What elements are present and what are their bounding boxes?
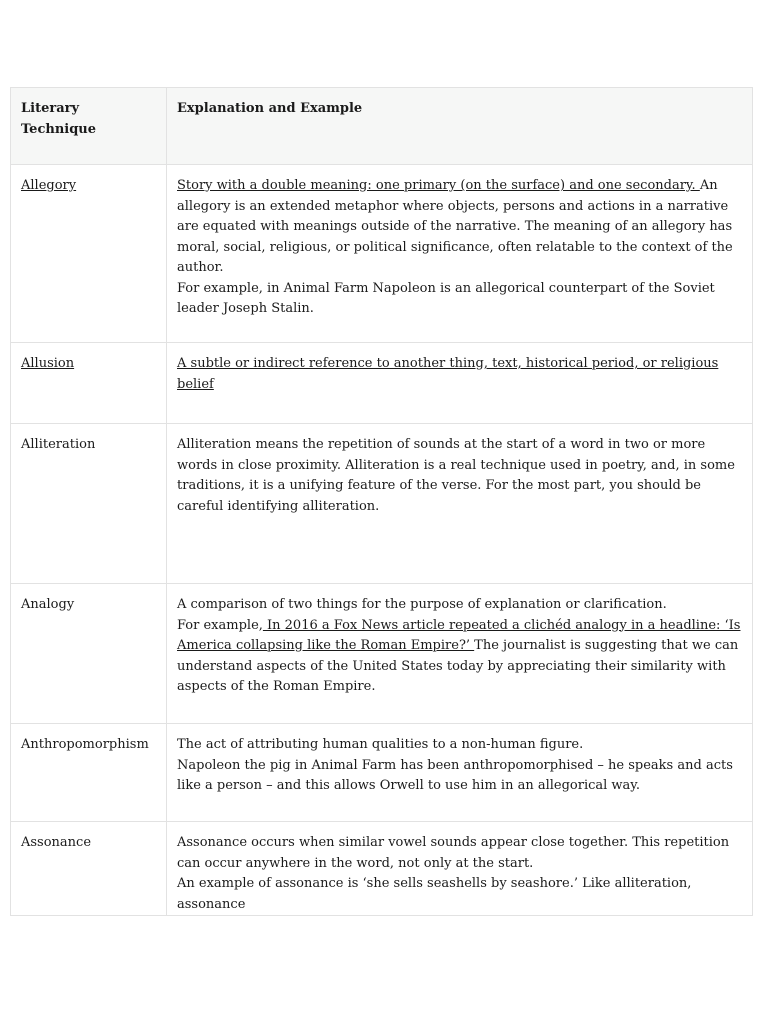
explanation-paragraph [177,833,742,874]
table-row [11,165,753,343]
underlined-text: Story with a double meaning: one primary (on the surface) and one secondary. [177,178,700,193]
explanation-paragraph [177,354,742,395]
explanation-text: An allegory is an extended metaphor where objects, persons and actions in a narrative are equated with meanings outside of the narrative. The meaning of an allegory has moral, social, religious, or political significance, often relatable to the context of the author. [177,178,733,275]
explanation-paragraph [177,874,742,915]
explanation-paragraph [177,756,742,797]
explanation-text: Assonance occurs when similar vowel sounds appear close together. This repetition can occur anywhere in the word, not only at the start. [177,835,730,871]
explanation-paragraph [177,616,742,698]
explanation-text: The journalist is suggesting that we can understand aspects of the United States today by appreciating their similarity with aspects of the Roman Empire. [177,638,739,694]
technique-explanation [167,424,753,584]
technique-explanation [167,724,753,822]
technique-term: Anthropomorphism [11,724,167,822]
header-explanation-and-example: Explanation and Example [167,88,753,165]
table-row [11,724,753,822]
explanation-text: Napoleon the pig in Animal Farm has been anthropomorphised – he speaks and acts like a person – and this allows Orwell to use him in an allegorical way. [177,757,733,793]
explanation-paragraph [177,176,742,279]
table-row [11,424,753,584]
explanation-text: The act of attributing human qualities to a non-human figure. [177,737,584,752]
table-row [11,343,753,424]
explanation-text: For example, in Animal Farm Napoleon is an allegorical counterpart of the Soviet leader Joseph Stalin. [177,280,715,316]
technique-term: Analogy [11,584,167,724]
underlined-text: A subtle or indirect reference to another thing, text, historical period, or religious belief [177,356,719,392]
explanation-text: An example of assonance is ‘she sells seashells by seashore.’ Like alliteration, assonance [177,876,692,912]
explanation-paragraph [177,735,742,756]
explanation-text: Alliteration means the repetition of sounds at the start of a word in two or more words in close proximity. Alliteration is a real technique used in poetry, and, in some traditions, it is a unifying feature of the verse. For the most part, you should be careful identifying alliteration. [177,437,735,514]
literary-techniques-table [10,87,753,916]
technique-term: Allusion [11,343,167,424]
technique-term: Allegory [11,165,167,343]
technique-explanation [167,584,753,724]
explanation-paragraph [177,595,742,616]
table-header-row [11,88,753,165]
explanation-paragraph [177,279,742,320]
table-row [11,584,753,724]
explanation-text: A comparison of two things for the purpose of explanation or clarification. [177,597,667,612]
technique-explanation [167,822,753,916]
technique-explanation [167,165,753,343]
underlined-text: In 2016 a Fox News article repeated a clichéd analogy in a headline: ‘Is America collapsing like the Roman Empire?’ [177,617,741,653]
header-literary-technique: Literary Technique [11,88,167,165]
technique-explanation [167,343,753,424]
table-row [11,822,753,916]
technique-term: Assonance [11,822,167,916]
explanation-paragraph [177,435,742,517]
explanation-text: For example, [177,617,263,633]
technique-term: Alliteration [11,424,167,584]
